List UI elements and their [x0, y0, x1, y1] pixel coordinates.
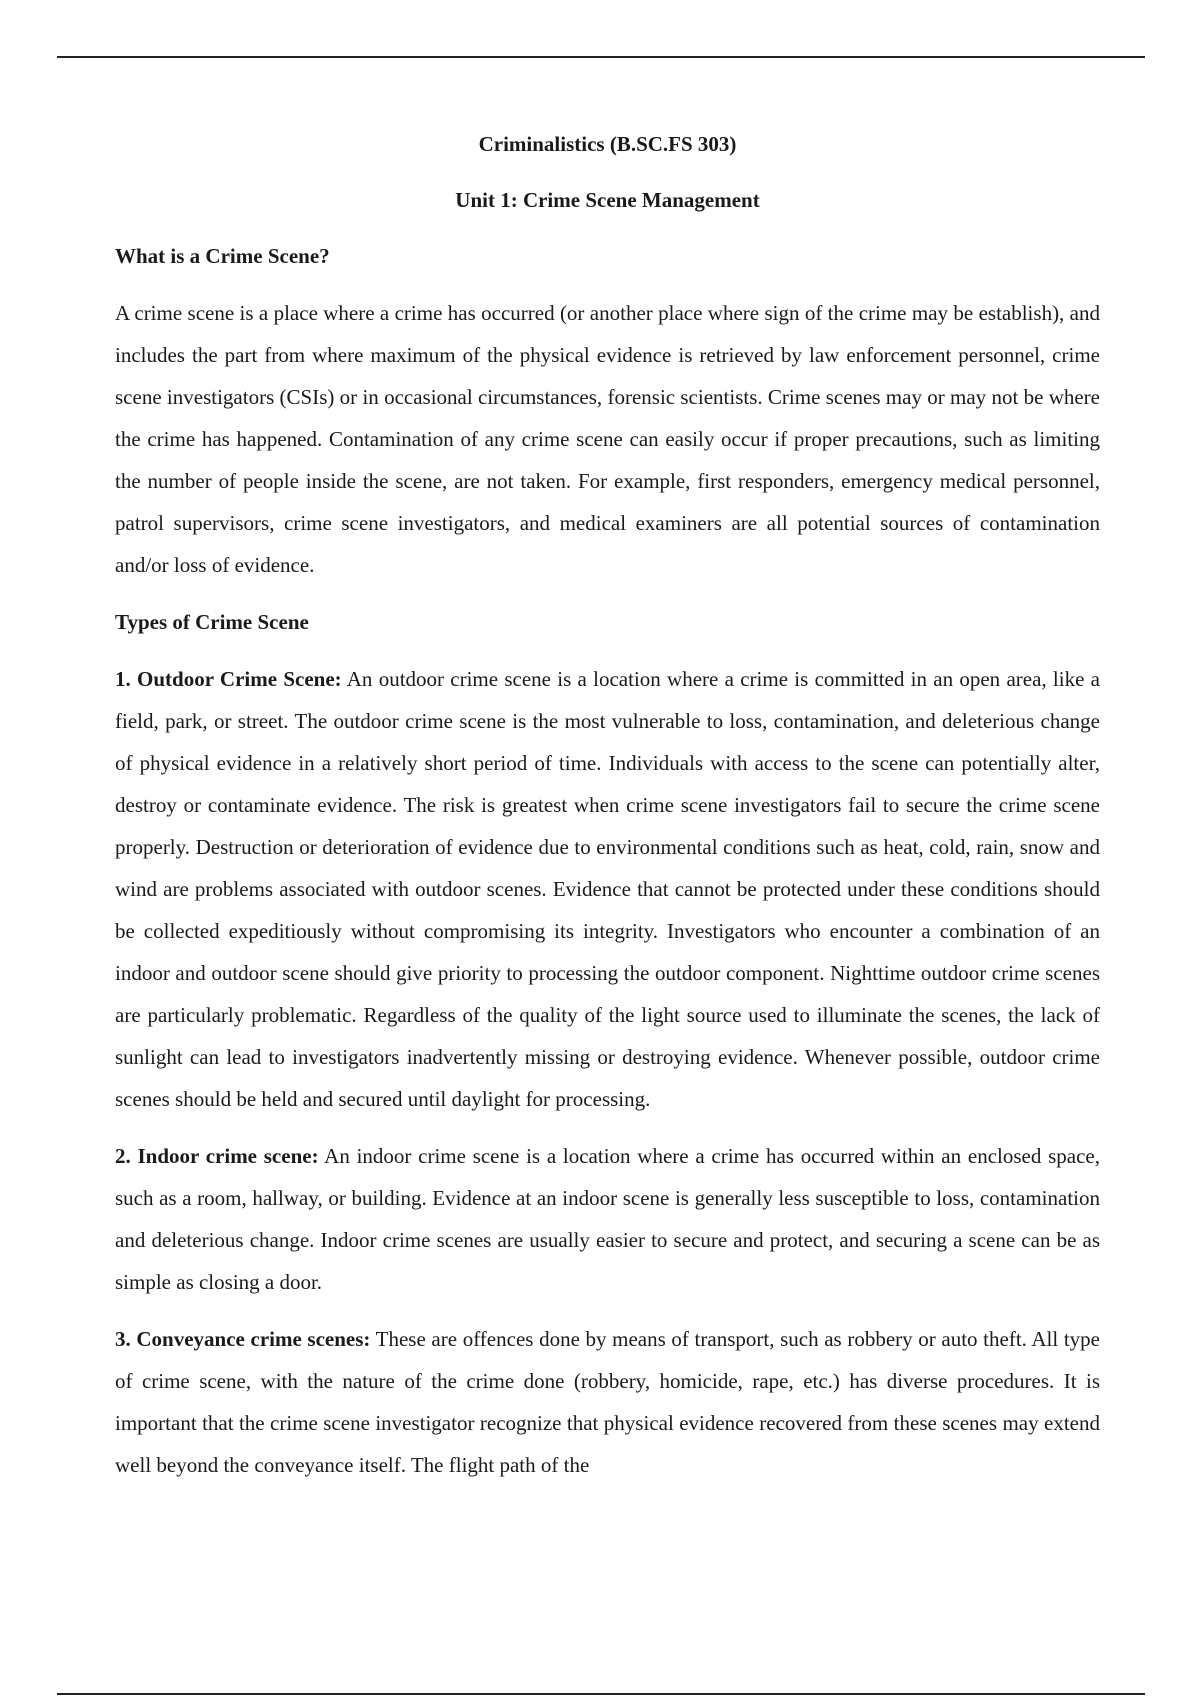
item-text: These are offences done by means of transport, such as robbery or auto theft. All type of crime scene, with the nature of the crime done (robbery, homicide, rape, etc.) has diverse procedures. It is important that the crime scene investigator recognize that physical evidence recovered from these scenes may extend well beyond the conveyance itself. The flight path of the [115, 1327, 1100, 1477]
section-heading-what-is-crime-scene: What is a Crime Scene? [115, 244, 330, 268]
item-text: An indoor crime scene is a location where a crime has occurred within an enclosed space, such as a room, hallway, or building. Evidence at an indoor scene is generally less susceptible to loss, contamination and deleterious change. Indoor crime scenes are usually easier to secure and protect, and securing a scene can be as simple as closing a door. [115, 1144, 1100, 1294]
list-item-indoor-crime-scene [115, 1135, 1100, 1303]
item-lead: 2. Indoor crime scene: [115, 1144, 319, 1168]
item-lead: 1. Outdoor Crime Scene: [115, 667, 342, 691]
item-text: An outdoor crime scene is a location where a crime is committed in an open area, like a field, park, or street. The outdoor crime scene is the most vulnerable to loss, contamination, and deleterious change of physical evidence in a relatively short period of time. Individuals with access to the scene can potentially alter, destroy or contaminate evidence. The risk is greatest when crime scene investigators fail to secure the crime scene properly. Destruction or deterioration of evidence due to environmental conditions such as heat, cold, rain, snow and wind are problems associated with outdoor scenes. Evidence that cannot be protected under these conditions should be collected expeditiously without compromising its integrity. Investigators who encounter a combination of an indoor and outdoor scene should give priority to processing the outdoor component. Nighttime outdoor crime scenes are particularly problematic. Regardless of the quality of the light source used to illuminate the scenes, the lack of sunlight can lead to investigators inadvertently missing or destroying evidence. Whenever possible, outdoor crime scenes should be held and secured until daylight for processing. [115, 667, 1100, 1111]
list-item-outdoor-crime-scene [115, 658, 1100, 1120]
bottom-rule [57, 1693, 1145, 1695]
top-rule [57, 56, 1145, 58]
section-heading-types-of-crime-scene: Types of Crime Scene [115, 610, 309, 634]
document-title: Criminalistics (B.SC.FS 303) [478, 132, 737, 156]
page-content [115, 124, 1100, 1486]
document-subtitle: Unit 1: Crime Scene Management [455, 188, 760, 212]
list-item-conveyance-crime-scenes [115, 1318, 1100, 1486]
paragraph-crime-scene-definition: A crime scene is a place where a crime has occurred (or another place where sign of the crime may be establish), and includes the part from where maximum of the physical evidence is retrieved by law enforcement personnel, crime scene investigators (CSIs) or in occasional circumstances, forensic scientists. Crime scenes may or may not be where the crime has happened. Contamination of any crime scene can easily occur if proper precautions, such as limiting the number of people inside the scene, are not taken. For example, first responders, emergency medical personnel, patrol supervisors, crime scene investigators, and medical examiners are all potential sources of contamination and/or loss of evidence. [115, 301, 1100, 577]
item-lead: 3. Conveyance crime scenes: [115, 1327, 371, 1351]
